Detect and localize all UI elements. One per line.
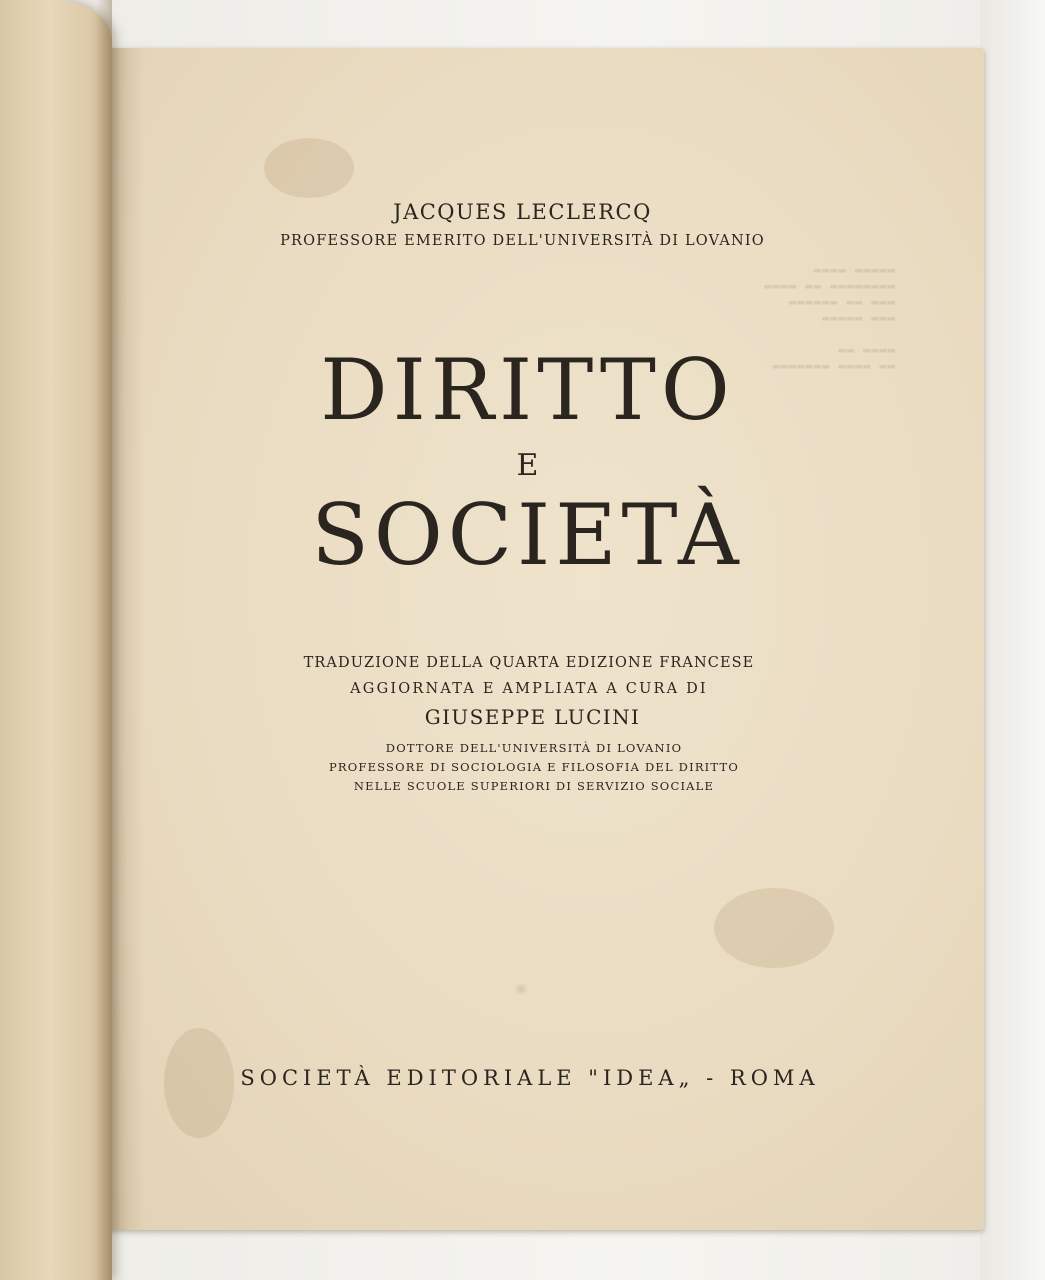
paper-blemish <box>514 982 528 996</box>
translator-credential: NELLE SCUOLE SUPERIORI DI SERVIZIO SOCIALE <box>353 779 715 793</box>
translation-note-line-1: TRADUZIONE DELLA QUARTA EDIZIONE FRANCESE <box>303 655 755 671</box>
publisher-imprint: SOCIETÀ EDITORIALE "IDEA„ - ROMA <box>240 1066 820 1090</box>
title-line-2: SOCIETÀ <box>311 486 744 584</box>
translation-note-line-2: AGGIORNATA E AMPLIATA A CURA DI <box>350 681 708 697</box>
title-line-1: DIRITTO <box>320 341 735 439</box>
show-through-text: ▬▬▬▬▬ ▬▬▬▬ ▬▬▬▬▬▬▬▬ ▬▬ ▬▬▬▬ ▬▬▬ ▬▬ ▬▬▬▬▬▬ ▬▬▬ ▬▬▬▬▬ ▬▬▬▬ ▬▬ ▬▬ ▬▬▬▬ ▬▬▬▬▬▬▬ <box>763 263 895 373</box>
author-affiliation: PROFESSORE EMERITO DELL'UNIVERSITÀ DI LOVANIO <box>280 233 765 249</box>
translator-name: GIUSEPPE LUCINI <box>424 705 641 729</box>
author-name: JACQUES LECLERCQ <box>393 200 652 224</box>
paper-stain <box>714 888 834 968</box>
paper-stain <box>264 138 354 198</box>
translator-credential: DOTTORE DELL'UNIVERSITÀ DI LOVANIO <box>385 741 683 755</box>
title-conjunction: E <box>516 448 539 483</box>
title-page <box>104 48 984 1230</box>
translator-credential: PROFESSORE DI SOCIOLOGIA E FILOSOFIA DEL DIRITTO <box>328 760 740 774</box>
